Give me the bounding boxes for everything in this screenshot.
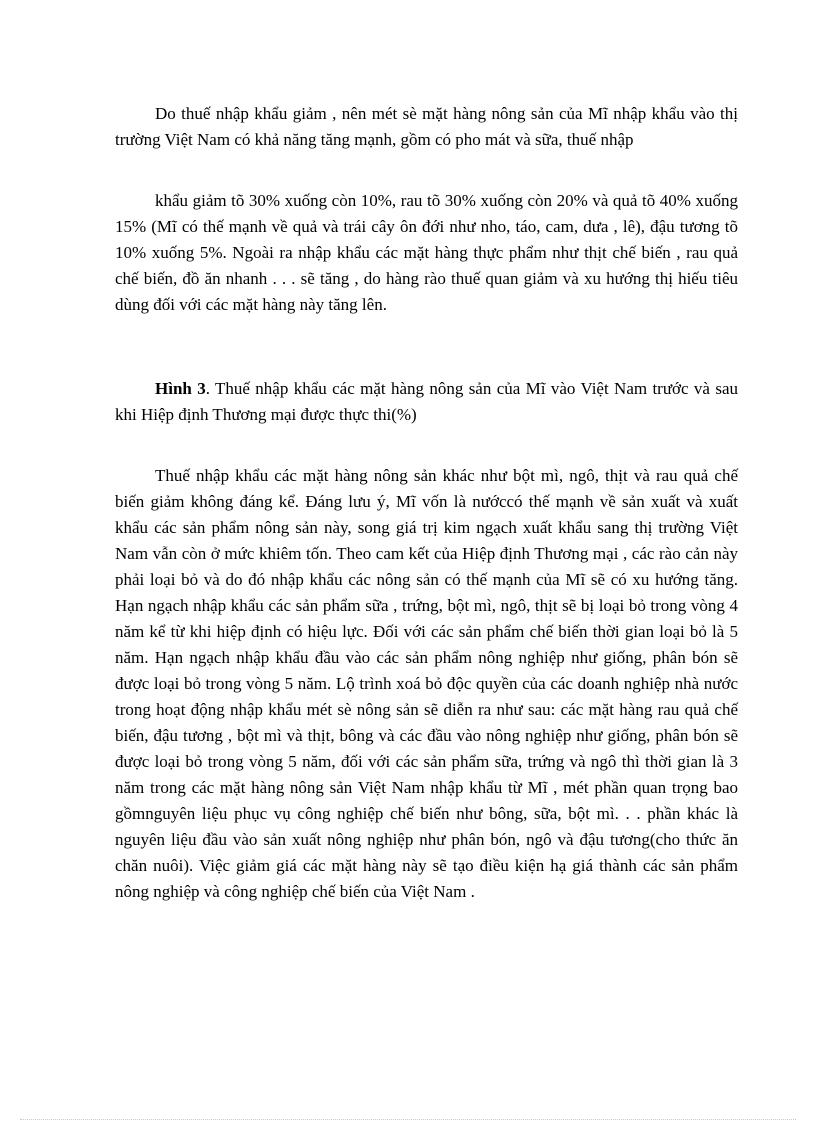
paragraph-tax-reductions: khẩu giảm tõ 30% xuống còn 10%, rau tõ 30% xuống còn 20% và quả tõ 40% xuống 15% (Mĩ có thế mạnh về quả và trái cây ôn đới như nho, táo, cam, dưa , lê), đậu tương tõ 10% xuống 5%. Ngoài ra nhập khẩu các mặt hàng thực phẩm như thịt chế biến , rau quả chế biến, đồ ăn nhanh . . . sẽ tăng , do hàng rào thuế quan giảm và xu hướng thị hiếu tiêu dùng đối với các mặt hàng này tăng lên. <box>115 191 738 314</box>
figure-caption-text: . Thuế nhập khẩu các mặt hàng nông sản của Mĩ vào Việt Nam trước và sau khi Hiệp định Thương mại được thực thi(%) <box>115 379 738 424</box>
page-bottom-divider <box>20 1119 796 1120</box>
figure-label: Hình 3 <box>155 379 206 398</box>
paragraph-import-tax-intro: Do thuế nhập khẩu giảm , nên mét sè mặt hàng nông sản của Mĩ nhập khẩu vào thị trường Việt Nam có khả năng tăng mạnh, gồm có pho mát và sữa, thuế nhập <box>115 104 738 149</box>
figure-caption <box>115 376 738 428</box>
paragraph-other-products: Thuế nhập khẩu các mặt hàng nông sản khác như bột mì, ngô, thịt và rau quả chế biến giảm không đáng kể. Đáng lưu ý, Mĩ vốn là nướccó thế mạnh về sản xuất và xuất khẩu các sản phẩm nông sản này, song giá trị kim ngạch xuất khẩu sang thị trường Việt Nam vẫn còn ở mức khiêm tốn. Theo cam kết của Hiệp định Thương mại , các rào cản này phải loại bỏ và do đó nhập khẩu các nông sản có thế mạnh của Mĩ sẽ có xu hướng tăng. Hạn ngạch nhập khẩu các sản phẩm sữa , trứng, bột mì, ngô, thịt sẽ bị loại bỏ trong vòng 4 năm kể từ khi hiệp định có hiệu lực. Đối với các sản phẩm chế biến thời gian loại bỏ là 5 năm. Hạn ngạch nhập khẩu đầu vào các sản phẩm nông nghiệp như giống, phân bón sẽ được loại bỏ trong vòng 5 năm. Lộ trình xoá bỏ độc quyền của các doanh nghiệp nhà nước trong hoạt động nhập khẩu mét sè nông sản sẽ diễn ra như sau: các mặt hàng rau quả chế biến, đậu tương , bột mì và thịt, bông và các đầu vào nông nghiệp như giống, phân bón sẽ được loại bỏ trong vòng 5 năm, đối với các sản phẩm sữa, trứng và ngô thì thời gian là 3 năm trong các mặt hàng nông sản Việt Nam nhập khẩu từ Mĩ , mét phần quan trọng bao gồmnguyên liệu phục vụ công nghiệp chế biến như bông, sữa, bột mì. . . phần khác là nguyên liệu đầu vào sản xuất nông nghiệp như phân bón, ngô và đậu tương(cho thức ăn chăn nuôi). Việc giảm giá các mặt hàng này sẽ tạo điều kiện hạ giá thành các sản phẩm nông nghiệp và công nghiệp chế biến của Việt Nam . <box>115 466 738 901</box>
